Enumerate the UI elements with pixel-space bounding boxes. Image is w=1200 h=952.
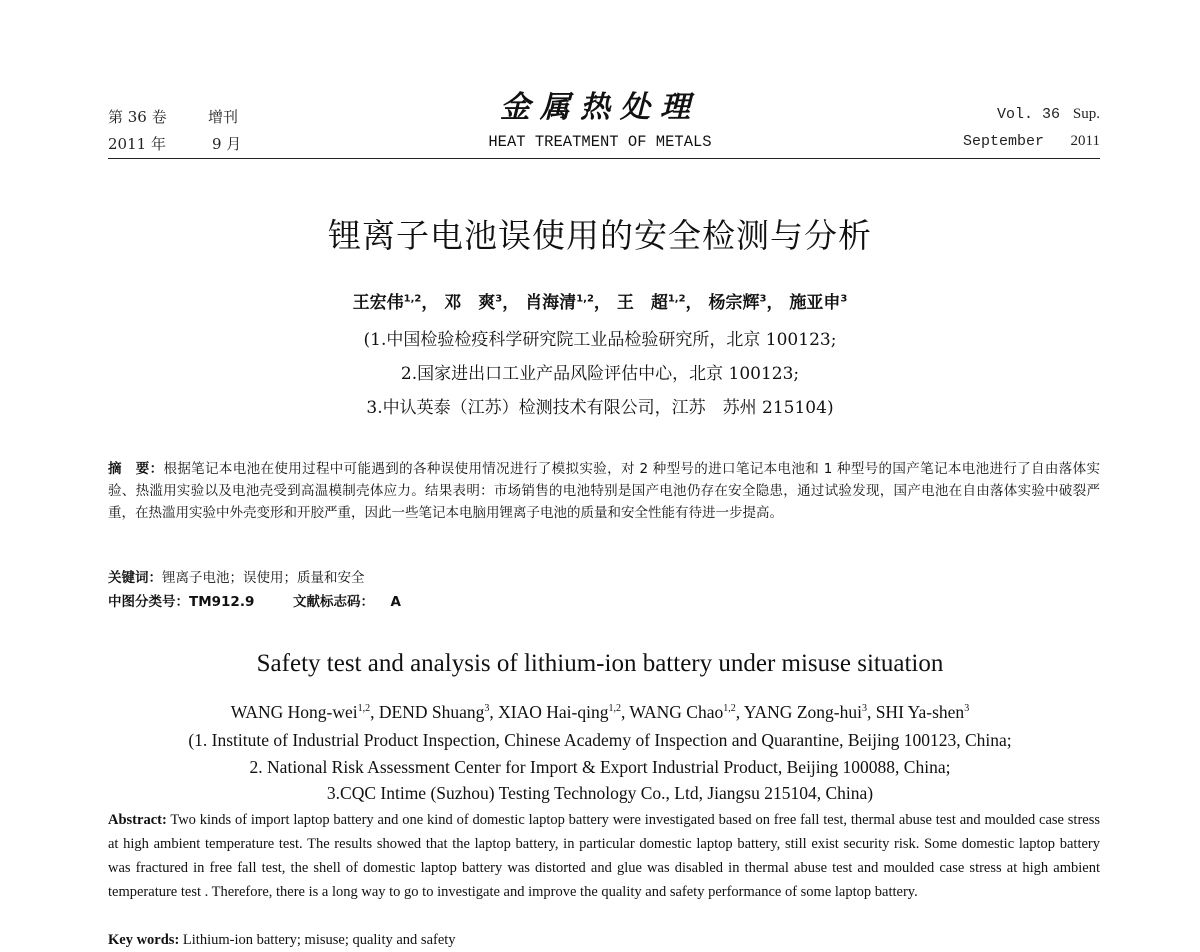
affiliation-en-3: 3.CQC Intime (Suzhou) Testing Technology Co., Ltd, Jiangsu 215104, China)	[326, 783, 874, 803]
affiliation-en-1: (1. Institute of Industrial Product Inspection, Chinese Academy of Inspection and Quarantine, Beijing 100123, China;	[188, 730, 1012, 750]
author-en-sup: 1,2	[357, 703, 371, 715]
abstract-cn-label: 摘 要：	[108, 461, 164, 477]
doc-code-label: 文献标志码：	[292, 594, 374, 610]
clc-value: TM912.9	[189, 594, 255, 610]
author-en-sup: 1,2	[608, 703, 621, 715]
month-en: September	[962, 133, 1044, 150]
author-cn-sup: 1,2	[576, 293, 594, 305]
supplement-cn: 增刊	[208, 108, 239, 126]
masthead-rule	[108, 158, 1100, 159]
author-cn: 王宏伟	[352, 293, 404, 313]
month-cn: 9 月	[212, 135, 242, 153]
author-cn-sup: 3	[840, 293, 848, 305]
journal-name-en: HEAT TREATMENT OF METALS	[488, 133, 712, 151]
author-cn-sup: 3	[495, 293, 503, 305]
abstract-en-label: Abstract:	[108, 812, 167, 828]
authors-cn: 王宏伟$^{1,2}$， 邓 爽$^3$， 肖海清$^{1,2}$， 王 超$^{1,2}$， 杨宗辉$^3$， 施亚申$^3$	[352, 293, 848, 313]
affiliation-cn-3: 3.中认英泰（江苏）检测技术有限公司，江苏 苏州 215104)	[366, 398, 834, 418]
title-en: Safety test and analysis of lithium-ion battery under misuse situation	[256, 650, 944, 677]
keywords-en	[108, 928, 1100, 948]
volume-en: Vol. 36	[996, 106, 1060, 123]
author-en-sup: 3	[964, 703, 970, 715]
supplement-en: Sup.	[1072, 106, 1100, 122]
year-en: 2011	[1070, 133, 1100, 149]
year-cn: 2011 年	[108, 135, 166, 153]
keywords-cn-label: 关键词：	[108, 570, 162, 586]
author-cn: 王 超	[616, 293, 668, 313]
author-en: YANG Zong-hui	[743, 702, 862, 722]
title-cn: 锂离子电池误使用的安全检测与分析	[328, 216, 872, 255]
author-cn-sup: 1,2	[667, 293, 686, 305]
keywords-cn	[108, 567, 1100, 589]
author-cn-sup: 3	[759, 293, 767, 305]
affiliation-cn-1: (1.中国检验检疫科学研究院工业品检验研究所，北京 100123;	[363, 330, 837, 350]
author-en: SHI Ya-shen	[875, 702, 965, 722]
abstract-cn-text: 根据笔记本电池在使用过程中可能遇到的各种误使用情况进行了模拟实验，对 2 种型号的进口笔记本电池和 1 种型号的国产笔记本电池进行了自由落体实验、热滥用实验以及电池壳受到高温模制壳体应力。结果表明：市场销售的电池特别是国产电池仍存在安全隐患，通过试验发现，国产电池在自由落体实验中破裂严重，在热滥用实验中外壳变形和开胶严重，因此一些笔记本电脑用锂离子电池的质量和安全性能有待进一步提高。	[108, 461, 1100, 521]
doc-code-value: A	[390, 594, 401, 610]
authors-en: WANG Hong-wei$^{1,2}$, DEND Shuang$^3$, XIAO Hai-qing$^{1,2}$, WANG Chao$^{1,2}$, YANG Zong-hui$^3$, SHI Ya-shen$^3$	[230, 702, 970, 722]
abstract-en-text: Two kinds of import laptop battery and one kind of domestic laptop battery were investigated based on free fall test, thermal abuse test and moulded case stress at high ambient temperature test. The results showed that the laptop battery, in particular domestic laptop battery, still exist security risk. Some domestic laptop battery was fractured in free fall test, the shell of domestic laptop battery was distorted and glue was disabled in thermal abuse test and moulded case stress at high ambient temperature test . Therefore, there is a long way to go to investigate and improve the quality and safety performance of some laptop battery.	[108, 812, 1100, 900]
author-cn-sup: 1,2	[403, 293, 422, 305]
keywords-en-label: Key words:	[108, 932, 180, 948]
author-en: WANG Hong-wei	[230, 702, 358, 722]
volume-cn: 第 36 卷	[108, 108, 167, 126]
author-en: XIAO Hai-qing	[498, 702, 609, 722]
author-en-sup: 3	[484, 703, 490, 715]
author-en: DEND Shuang	[378, 702, 485, 722]
author-en-sup: 3	[861, 703, 867, 715]
author-en: WANG Chao	[629, 702, 724, 722]
author-en-sup: 1,2	[723, 703, 736, 715]
author-cn: 邓 爽	[444, 293, 496, 313]
author-cn: 施亚申	[789, 293, 841, 313]
abstract-en	[108, 808, 1100, 904]
author-cn: 杨宗辉	[708, 293, 760, 313]
keywords-cn-text: 锂离子电池；误使用；质量和安全	[162, 570, 365, 586]
affiliation-cn-2: 2.国家进出口工业产品风险评估中心，北京 100123;	[400, 364, 800, 384]
abstract-cn	[108, 458, 1100, 524]
affiliation-en-2: 2. National Risk Assessment Center for Import & Export Industrial Product, Beijing 100088, China;	[249, 757, 951, 777]
classification-line	[108, 591, 1100, 613]
author-cn: 肖海清	[525, 293, 577, 313]
clc-label: 中图分类号：	[108, 594, 189, 610]
keywords-en-text: Lithium-ion battery; misuse; quality and safety	[179, 932, 456, 948]
journal-logo-cn: 金属热处理	[500, 90, 700, 125]
